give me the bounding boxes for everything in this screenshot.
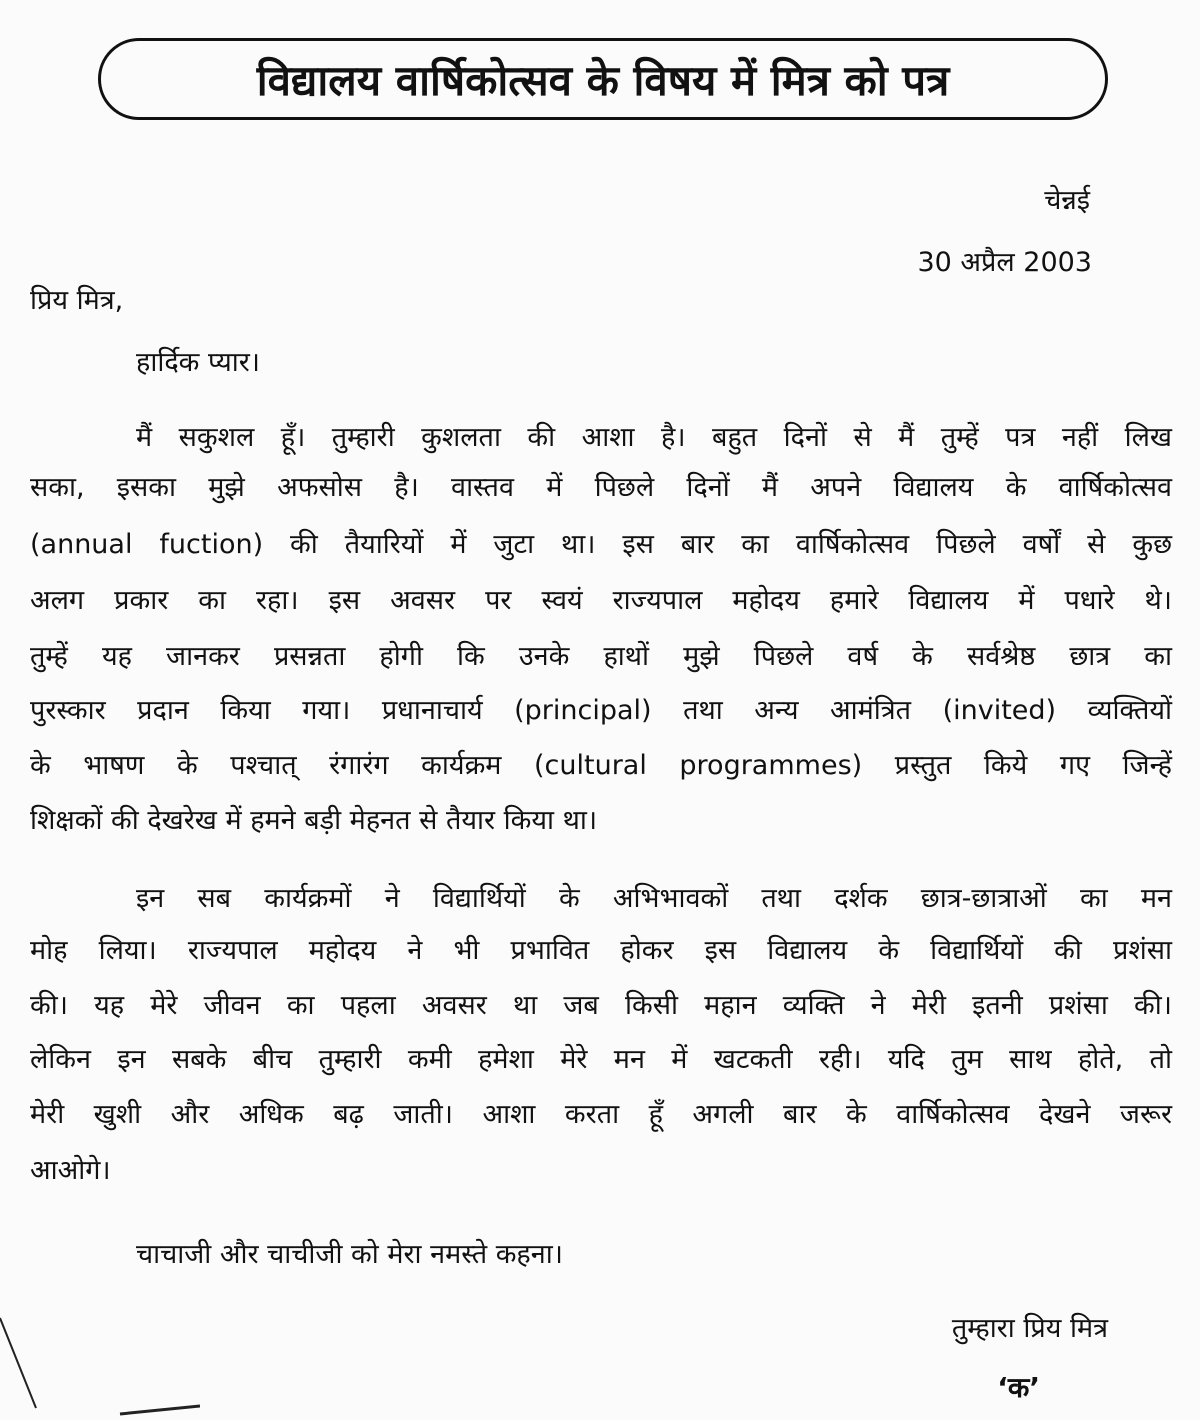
paragraph2-line: इन सब कार्यक्रमों ने विद्यार्थियों के अभिभावकों तथा दर्शक छात्र-छात्राओं का मन	[136, 883, 1172, 914]
paragraph1-line: तुम्हें यह जानकर प्रसन्नता होगी कि उनके हाथों मुझे पिछले वर्ष के सर्वश्रेष्ठ छात्र का	[30, 641, 1172, 672]
sender-place: चेन्नई	[1044, 185, 1090, 216]
paragraph2-line: मोह लिया। राज्यपाल महोदय ने भी प्रभावित होकर इस विद्यालय के विद्यार्थियों की प्रशंसा	[30, 935, 1172, 966]
paragraph1-line: सका, इसका मुझे अफसोस है। वास्तव में पिछले दिनों मैं अपने विद्यालय के वार्षिकोत्सव	[30, 472, 1172, 503]
paragraph2-line: लेकिन इन सबके बीच तुम्हारी कमी हमेशा मेरे मन में खटकती रही। यदि तुम साथ होते, तो	[30, 1044, 1172, 1075]
title-box	[98, 38, 1108, 120]
paragraph2-line: मेरी खुशी और अधिक बढ़ जाती। आशा करता हूँ अगली बार के वार्षिकोत्सव देखने जरूर	[30, 1099, 1172, 1130]
paragraph1-line: पुरस्कार प्रदान किया गया। प्रधानाचार्य (principal) तथा अन्य आमंत्रित (invited) व्यक्तियों	[30, 695, 1172, 726]
paragraph1-line: (annual fuction) की तैयारियों में जुटा था। इस बार का वार्षिकोत्सव पिछले वर्षों से कुछ	[30, 529, 1172, 560]
paragraph1-line: के भाषण के पश्चात् रंगारंग कार्यक्रम (cultural programmes) प्रस्तुत किये गए जिन्हें	[30, 750, 1172, 781]
letter-title: विद्यालय वार्षिकोत्सव के विषय में मित्र को पत्र	[256, 55, 950, 105]
paragraph2-line: की। यह मेरे जीवन का पहला अवसर था जब किसी महान व्यक्ति ने मेरी इतनी प्रशंसा की।	[30, 990, 1172, 1021]
greeting: हार्दिक प्यार।	[136, 347, 261, 378]
signature: ‘क’	[997, 1371, 1040, 1404]
letter-date: 30 अप्रैल 2003	[917, 247, 1092, 278]
paragraph1-line: मैं सकुशल हूँ। तुम्हारी कुशलता की आशा है। बहुत दिनों से मैं तुम्हें पत्र नहीं लिख	[136, 422, 1172, 453]
paragraph1-line: अलग प्रकार का रहा। इस अवसर पर स्वयं राज्यपाल महोदय हमारे विद्यालय में पधारे थे।	[30, 585, 1172, 616]
paragraph2-line: आओगे।	[30, 1155, 111, 1186]
sign-off: तुम्हारा प्रिय मित्र	[951, 1313, 1108, 1344]
closing-line: चाचाजी और चाचीजी को मेरा नमस्ते कहना।	[136, 1239, 563, 1270]
scan-edge-mark	[0, 1310, 200, 1420]
salutation: प्रिय मित्र,	[30, 285, 124, 316]
paragraph1-line: शिक्षकों की देखरेख में हमने बड़ी मेहनत से तैयार किया था।	[30, 805, 598, 836]
